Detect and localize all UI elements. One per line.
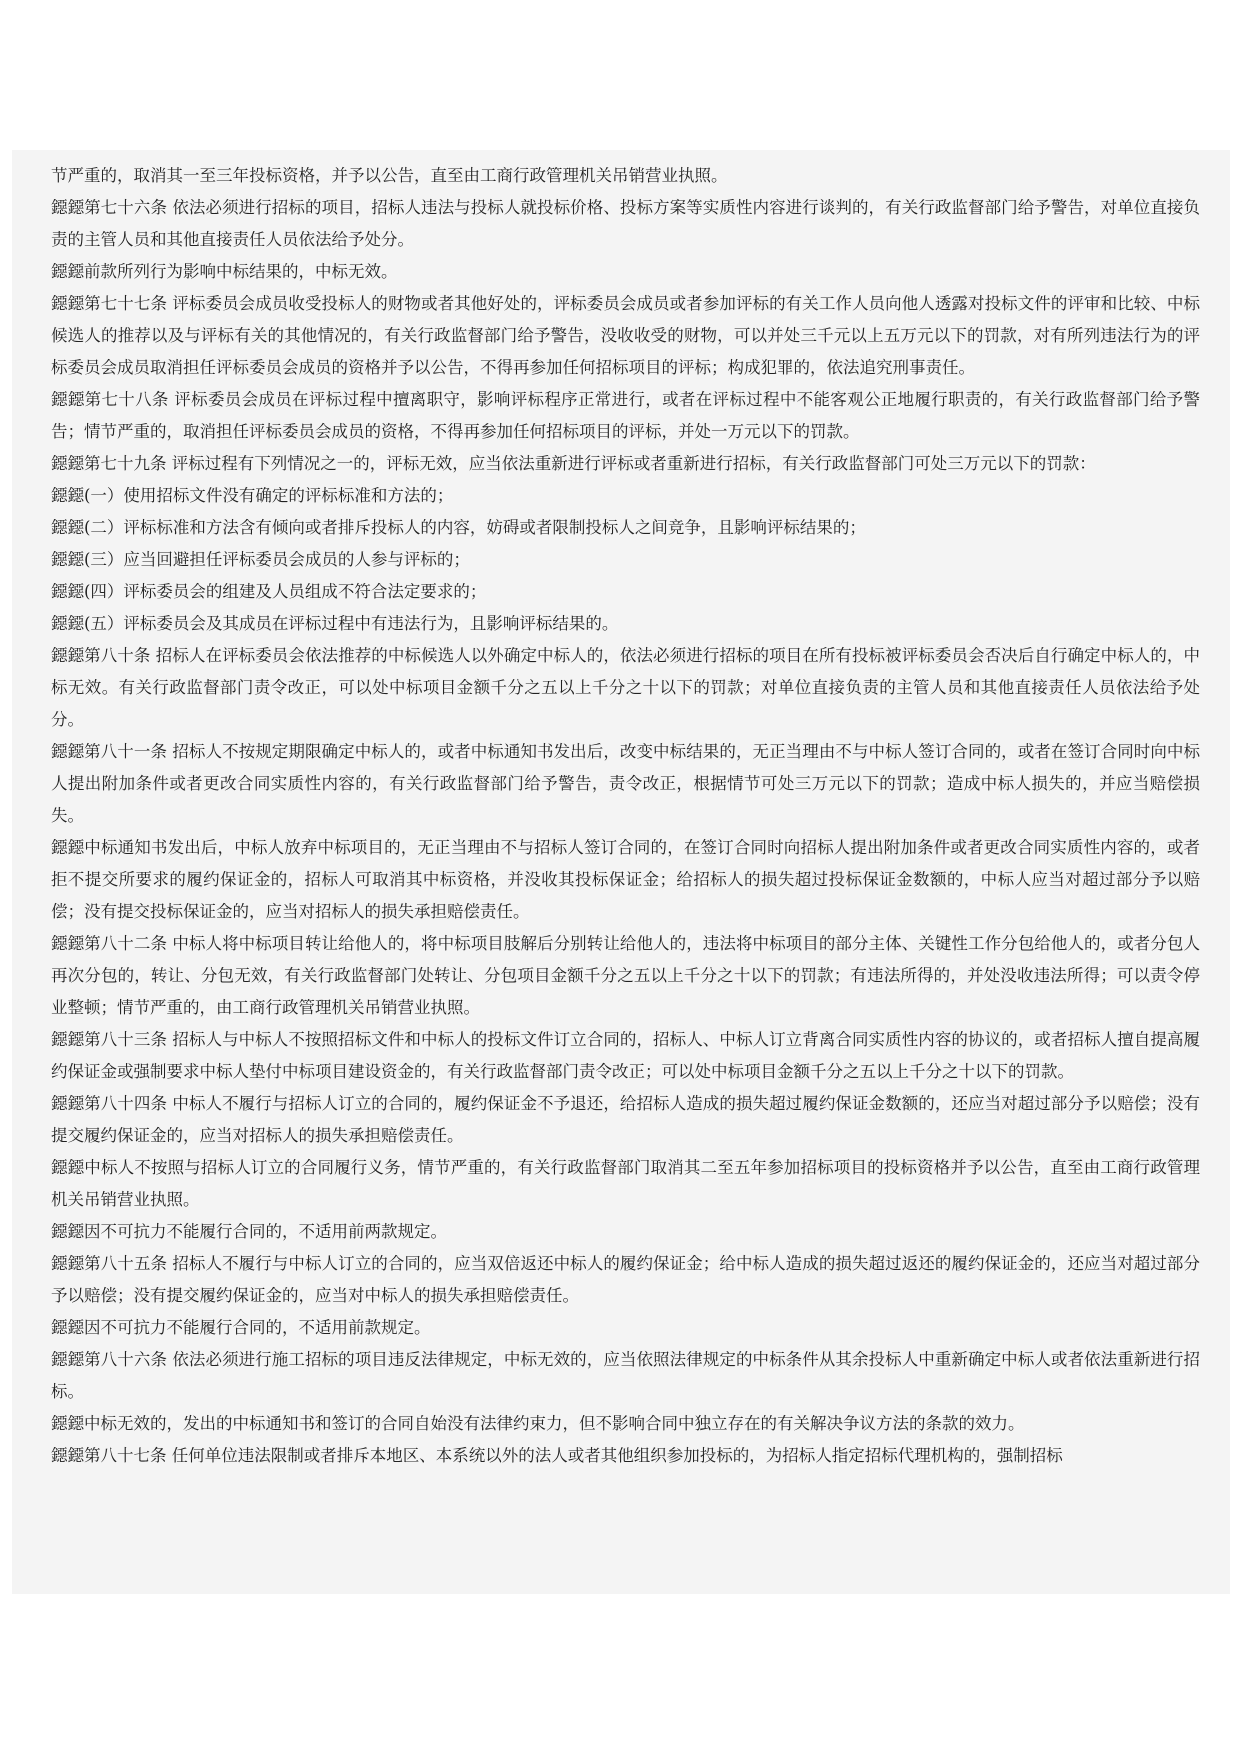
paragraph: 鐚鐚(一）使用招标文件没有确定的评标标准和方法的；	[51, 486, 454, 505]
paragraph: 鐚鐚第八十二条 中标人将中标项目转让给他人的，将中标项目肢解后分别转让给他人的，违法将中标项目的部分主体、关键性工作分包给他人的，或者分包人再次分包的，转让、分包无效，有关行政监督部门处转让、分包项目金额千分之五以上千分之十以下的罚款；有违法所得的，并处没收违法所得；可以责令停业整顿；情节严重的，由工商行政管理机关吊销营业执照。	[51, 934, 1200, 1017]
paragraph: 鐚鐚第八十一条 招标人不按规定期限确定中标人的，或者中标通知书发出后，改变中标结果的，无正当理由不与中标人签订合同的，或者在签订合同时向中标人提出附加条件或者更改合同实质性内容的，有关行政监督部门给予警告，责令改正，根据情节可处三万元以下的罚款；造成中标人损失的，并应当赔偿损失。	[51, 742, 1200, 825]
paragraph: 鐚鐚第八十五条 招标人不履行与中标人订立的合同的，应当双倍返还中标人的履约保证金；给中标人造成的损失超过返还的履约保证金的，还应当对超过部分予以赔偿；没有提交履约保证金的，应当对中标人的损失承担赔偿责任。	[51, 1254, 1200, 1305]
paragraph: 鐚鐚(三）应当回避担任评标委员会成员的人参与评标的；	[51, 550, 470, 569]
paragraph: 鐚鐚第七十八条 评标委员会成员在评标过程中擅离职守，影响评标程序正常进行，或者在评标过程中不能客观公正地履行职责的，有关行政监督部门给予警告；情节严重的，取消担任评标委员会成员的资格，不得再参加任何招标项目的评标，并处一万元以下的罚款。	[51, 390, 1200, 441]
paragraph: 节严重的，取消其一至三年投标资格，并予以公告，直至由工商行政管理机关吊销营业执照。	[51, 166, 728, 185]
paragraph: 鐚鐚中标通知书发出后，中标人放弃中标项目的，无正当理由不与招标人签订合同的，在签订合同时向招标人提出附加条件或者更改合同实质性内容的，或者拒不提交所要求的履约保证金的，招标人可取消其中标资格，并没收其投标保证金；给招标人的损失超过投标保证金数额的，中标人应当对超过部分予以赔偿；没有提交投标保证金的，应当对招标人的损失承担赔偿责任。	[51, 838, 1200, 921]
paragraph: 鐚鐚第八十四条 中标人不履行与招标人订立的合同的，履约保证金不予退还，给招标人造成的损失超过履约保证金数额的，还应当对超过部分予以赔偿；没有提交履约保证金的，应当对招标人的损失承担赔偿责任。	[51, 1094, 1200, 1145]
paragraph: 鐚鐚因不可抗力不能履行合同的，不适用前款规定。	[51, 1318, 431, 1337]
paragraph: 鐚鐚第七十六条 依法必须进行招标的项目，招标人违法与投标人就投标价格、投标方案等实质性内容进行谈判的，有关行政监督部门给予警告，对单位直接负责的主管人员和其他直接责任人员依法给予处分。	[51, 198, 1200, 249]
paragraph: 鐚鐚(五）评标委员会及其成员在评标过程中有违法行为，且影响评标结果的。	[51, 614, 619, 633]
paragraph: 鐚鐚第七十七条 评标委员会成员收受投标人的财物或者其他好处的，评标委员会成员或者参加评标的有关工作人员向他人透露对投标文件的评审和比较、中标候选人的推荐以及与评标有关的其他情况的，有关行政监督部门给予警告，没收收受的财物，可以并处三千元以上五万元以下的罚款，对有所列违法行为的评标委员会成员取消担任评标委员会成员的资格并予以公告，不得再参加任何招标项目的评标；构成犯罪的，依法追究刑事责任。	[51, 294, 1200, 377]
paragraph: 鐚鐚中标人不按照与招标人订立的合同履行义务，情节严重的，有关行政监督部门取消其二至五年参加招标项目的投标资格并予以公告，直至由工商行政管理机关吊销营业执照。	[51, 1158, 1200, 1209]
paragraph: 鐚鐚第八十三条 招标人与中标人不按照招标文件和中标人的投标文件订立合同的，招标人、中标人订立背离合同实质性内容的协议的，或者招标人擅自提高履约保证金或强制要求中标人垫付中标项目建设资金的，有关行政监督部门责令改正；可以处中标项目金额千分之五以上千分之十以下的罚款。	[51, 1030, 1200, 1081]
paragraph: 鐚鐚中标无效的，发出的中标通知书和签订的合同自始没有法律约束力，但不影响合同中独立存在的有关解决争议方法的条款的效力。	[51, 1414, 1025, 1433]
paragraph: 鐚鐚(四）评标委员会的组建及人员组成不符合法定要求的；	[51, 582, 487, 601]
document-text-block	[12, 150, 1230, 1594]
paragraph: 鐚鐚(二）评标标准和方法含有倾向或者排斥投标人的内容，妨碍或者限制投标人之间竞争，且影响评标结果的；	[51, 518, 866, 537]
paragraph: 鐚鐚第八十七条 任何单位违法限制或者排斥本地区、本系统以外的法人或者其他组织参加投标的，为招标人指定招标代理机构的，强制招标	[51, 1446, 1063, 1465]
paragraph: 鐚鐚前款所列行为影响中标结果的，中标无效。	[51, 262, 398, 281]
paragraph: 鐚鐚第七十九条 评标过程有下列情况之一的，评标无效，应当依法重新进行评标或者重新进行招标，有关行政监督部门可处三万元以下的罚款：	[51, 454, 1096, 473]
paragraph: 鐚鐚第八十六条 依法必须进行施工招标的项目违反法律规定，中标无效的，应当依照法律规定的中标条件从其余投标人中重新确定中标人或者依法重新进行招标。	[51, 1350, 1200, 1401]
paragraph: 鐚鐚第八十条 招标人在评标委员会依法推荐的中标候选人以外确定中标人的，依法必须进行招标的项目在所有投标被评标委员会否决后自行确定中标人的，中标无效。有关行政监督部门责令改正，可以处中标项目金额千分之五以上千分之十以下的罚款；对单位直接负责的主管人员和其他直接责任人员依法给予处分。	[51, 646, 1200, 729]
paragraph: 鐚鐚因不可抗力不能履行合同的，不适用前两款规定。	[51, 1222, 447, 1241]
